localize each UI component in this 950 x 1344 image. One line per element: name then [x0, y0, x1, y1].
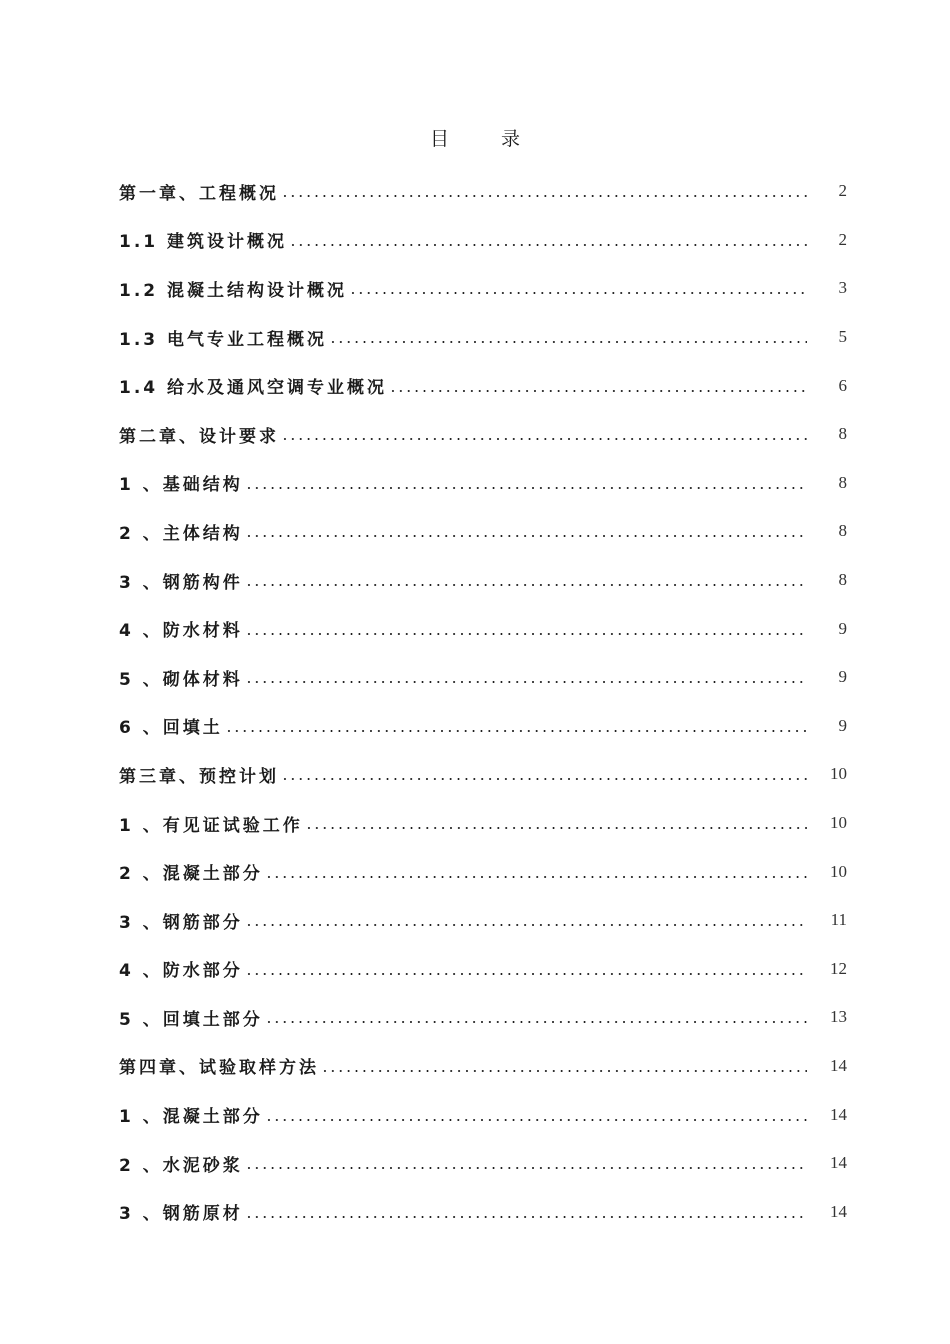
toc-entry-text: 1 、有见证试验工作 [119, 815, 303, 836]
toc-entry-page: 14 [830, 1055, 847, 1075]
toc-entry-text: 5 、回填土部分 [119, 1009, 263, 1030]
toc-entry-text: 4 、防水部分 [119, 961, 243, 982]
toc-entry-text: 6 、回填土 [119, 718, 223, 739]
toc-entry-text: 1.1 建筑设计概况 [119, 232, 288, 253]
dot-leader [265, 876, 807, 878]
toc-entry-page: 2 [838, 229, 847, 249]
toc-list [119, 167, 847, 1236]
dot-leader [245, 535, 807, 537]
dot-leader [245, 973, 807, 975]
toc-entry[interactable] [119, 410, 847, 459]
toc-entry-page: 11 [830, 910, 847, 930]
toc-entry[interactable] [119, 1090, 847, 1139]
toc-entry[interactable] [119, 702, 847, 751]
dot-leader [265, 1119, 807, 1121]
toc-entry-text: 第三章、预控计划 [119, 766, 279, 787]
dot-leader [245, 1216, 807, 1218]
toc-entry[interactable] [119, 459, 847, 508]
toc-entry-page: 8 [838, 521, 847, 541]
dot-leader [245, 681, 807, 683]
dot-leader [245, 1167, 807, 1169]
dot-leader [281, 195, 807, 197]
toc-entry[interactable] [119, 847, 847, 896]
toc-entry-page: 8 [838, 472, 847, 492]
toc-entry[interactable] [119, 507, 847, 556]
toc-entry[interactable] [119, 1042, 847, 1091]
toc-entry-page: 9 [838, 618, 847, 638]
toc-entry-page: 8 [838, 424, 847, 444]
toc-entry-text: 4 、防水材料 [119, 621, 243, 642]
toc-entry-text: 1 、混凝土部分 [119, 1107, 263, 1128]
toc-entry-text: 3 、钢筋部分 [119, 912, 243, 933]
toc-entry[interactable] [119, 1139, 847, 1188]
toc-entry-page: 8 [838, 570, 847, 590]
dot-leader [289, 244, 807, 246]
toc-entry-text: 1.2 混凝土结构设计概况 [119, 280, 348, 301]
toc-entry-text: 1 、基础结构 [119, 475, 243, 496]
toc-entry[interactable] [119, 799, 847, 848]
toc-entry-page: 12 [830, 958, 847, 978]
toc-entry[interactable] [119, 216, 847, 265]
toc-entry-text: 2 、水泥砂浆 [119, 1155, 243, 1176]
dot-leader [245, 584, 807, 586]
toc-entry-page: 14 [830, 1104, 847, 1124]
toc-entry-page: 10 [830, 861, 847, 881]
toc-entry[interactable] [119, 653, 847, 702]
toc-entry[interactable] [119, 750, 847, 799]
toc-entry[interactable] [119, 556, 847, 605]
dot-leader [225, 730, 807, 732]
toc-entry[interactable] [119, 313, 847, 362]
toc-entry-page: 3 [838, 278, 847, 298]
toc-title: 目录 [429, 128, 572, 150]
toc-entry-page: 13 [830, 1007, 847, 1027]
dot-leader [245, 487, 807, 489]
toc-entry-text: 2 、混凝土部分 [119, 864, 263, 885]
toc-entry[interactable] [119, 896, 847, 945]
toc-entry[interactable] [119, 993, 847, 1042]
toc-entry[interactable] [119, 264, 847, 313]
toc-entry-text: 3 、钢筋构件 [119, 572, 243, 593]
dot-leader [245, 924, 807, 926]
toc-entry-page: 10 [830, 813, 847, 833]
dot-leader [321, 1070, 807, 1072]
toc-entry-page: 9 [838, 667, 847, 687]
toc-entry[interactable] [119, 1187, 847, 1236]
toc-entry-text: 1.3 电气专业工程概况 [119, 329, 328, 350]
dot-leader [265, 1021, 807, 1023]
dot-leader [329, 341, 807, 343]
toc-entry-page: 14 [830, 1153, 847, 1173]
toc-entry-text: 3 、钢筋原材 [119, 1204, 243, 1225]
dot-leader [245, 633, 807, 635]
toc-entry-text: 2 、主体结构 [119, 523, 243, 544]
toc-entry-page: 9 [838, 715, 847, 735]
toc-entry-page: 14 [830, 1201, 847, 1221]
toc-entry-page: 6 [838, 375, 847, 395]
toc-entry-text: 第一章、工程概况 [119, 183, 279, 204]
toc-entry[interactable] [119, 167, 847, 216]
toc-entry[interactable] [119, 945, 847, 994]
toc-entry[interactable] [119, 604, 847, 653]
toc-entry-text: 5 、砌体材料 [119, 669, 243, 690]
toc-entry[interactable] [119, 361, 847, 410]
toc-entry-text: 第四章、试验取样方法 [119, 1058, 319, 1079]
toc-entry-page: 5 [838, 327, 847, 347]
toc-entry-text: 第二章、设计要求 [119, 426, 279, 447]
dot-leader [349, 292, 807, 294]
dot-leader [389, 390, 807, 392]
dot-leader [281, 438, 807, 440]
toc-entry-page: 10 [830, 764, 847, 784]
dot-leader [281, 778, 807, 780]
toc-entry-page: 2 [838, 181, 847, 201]
dot-leader [305, 827, 807, 829]
toc-entry-text: 1.4 给水及通风空调专业概况 [119, 378, 388, 399]
